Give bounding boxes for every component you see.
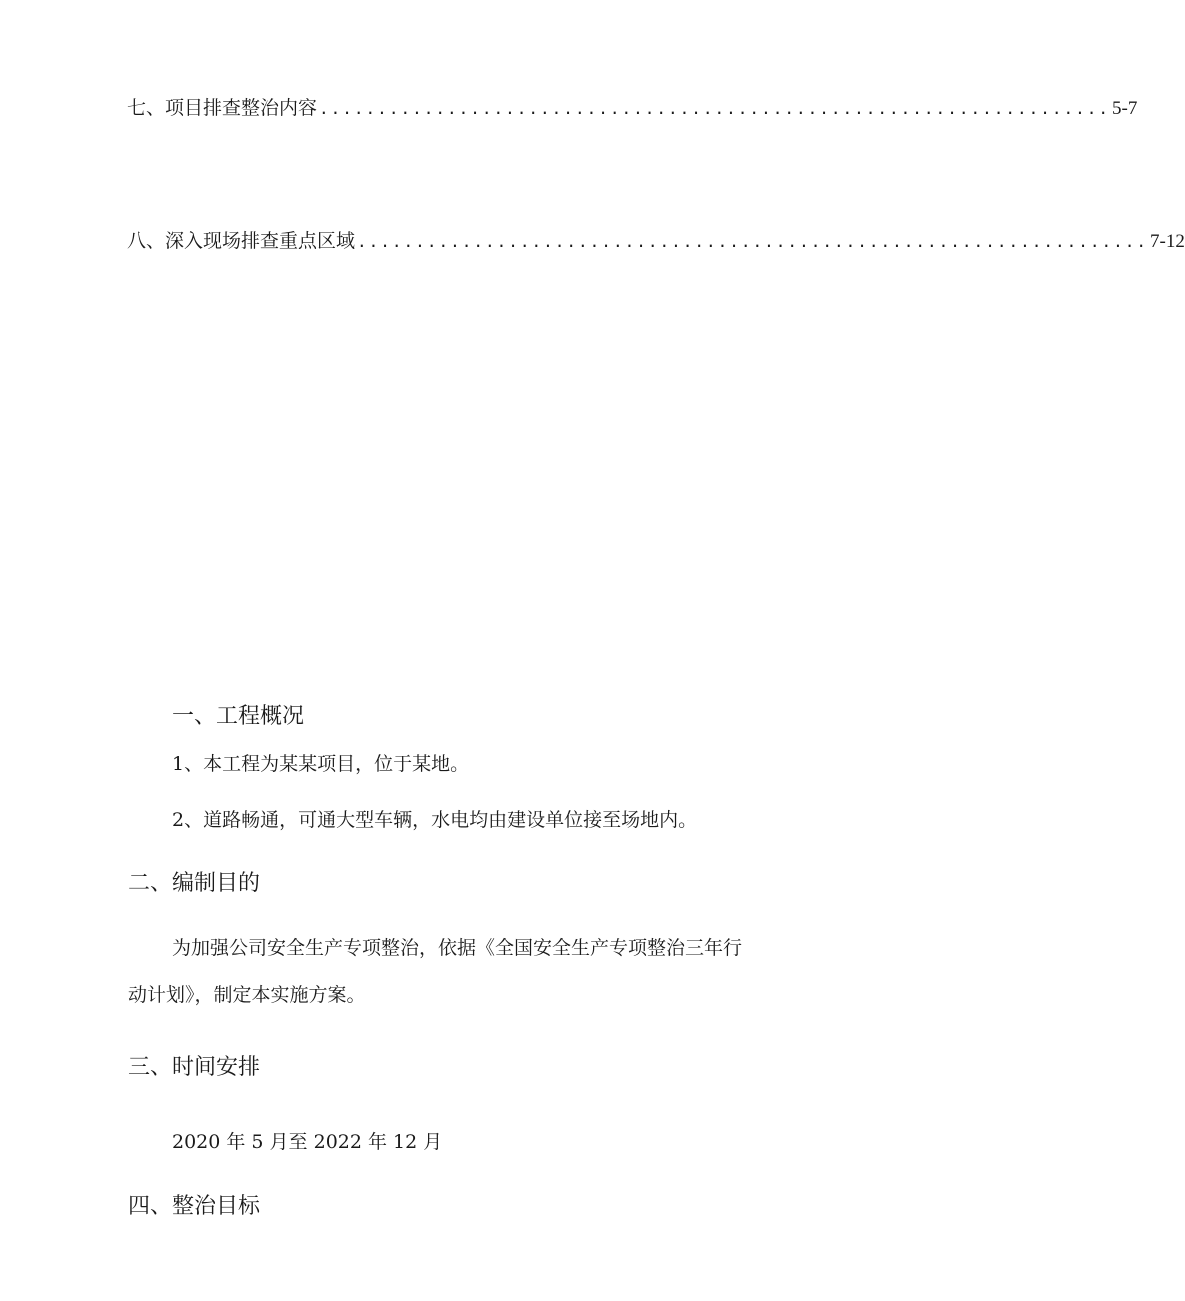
paragraph-site-access: 2、道路畅通，可通大型车辆，水电均由建设单位接至场地内。 [172, 809, 698, 831]
toc-entry-title: 八、深入现场排查重点区域 [127, 230, 356, 252]
toc-entry-8[interactable] [127, 226, 1185, 253]
paragraph-purpose-line-1: 为加强公司安全生产专项整治，依据《全国安全生产专项整治三年行 [172, 937, 743, 959]
toc-page-number: 7-12 [1150, 231, 1185, 252]
section-heading-overview: 一、工程概况 [172, 704, 305, 729]
toc-entry-7[interactable] [127, 93, 1138, 120]
paragraph-purpose-line-2: 动计划》，制定本实施方案。 [128, 984, 366, 1006]
paragraph-project-location: 1、本工程为某某项目，位于某地。 [172, 753, 470, 775]
toc-dot-leader: .................................................................... [357, 232, 1149, 251]
toc-entry-title: 七、项目排查整治内容 [127, 97, 318, 119]
toc-dot-leader: .................................................................... [319, 99, 1111, 118]
paragraph-schedule-dates: 2020 年 5 月至 2022 年 12 月 [172, 1131, 443, 1153]
section-heading-schedule: 三、时间安排 [128, 1055, 261, 1080]
toc-page-number: 5-7 [1112, 98, 1138, 119]
section-heading-goals: 四、整治目标 [128, 1194, 261, 1219]
section-heading-purpose: 二、编制目的 [128, 871, 261, 896]
